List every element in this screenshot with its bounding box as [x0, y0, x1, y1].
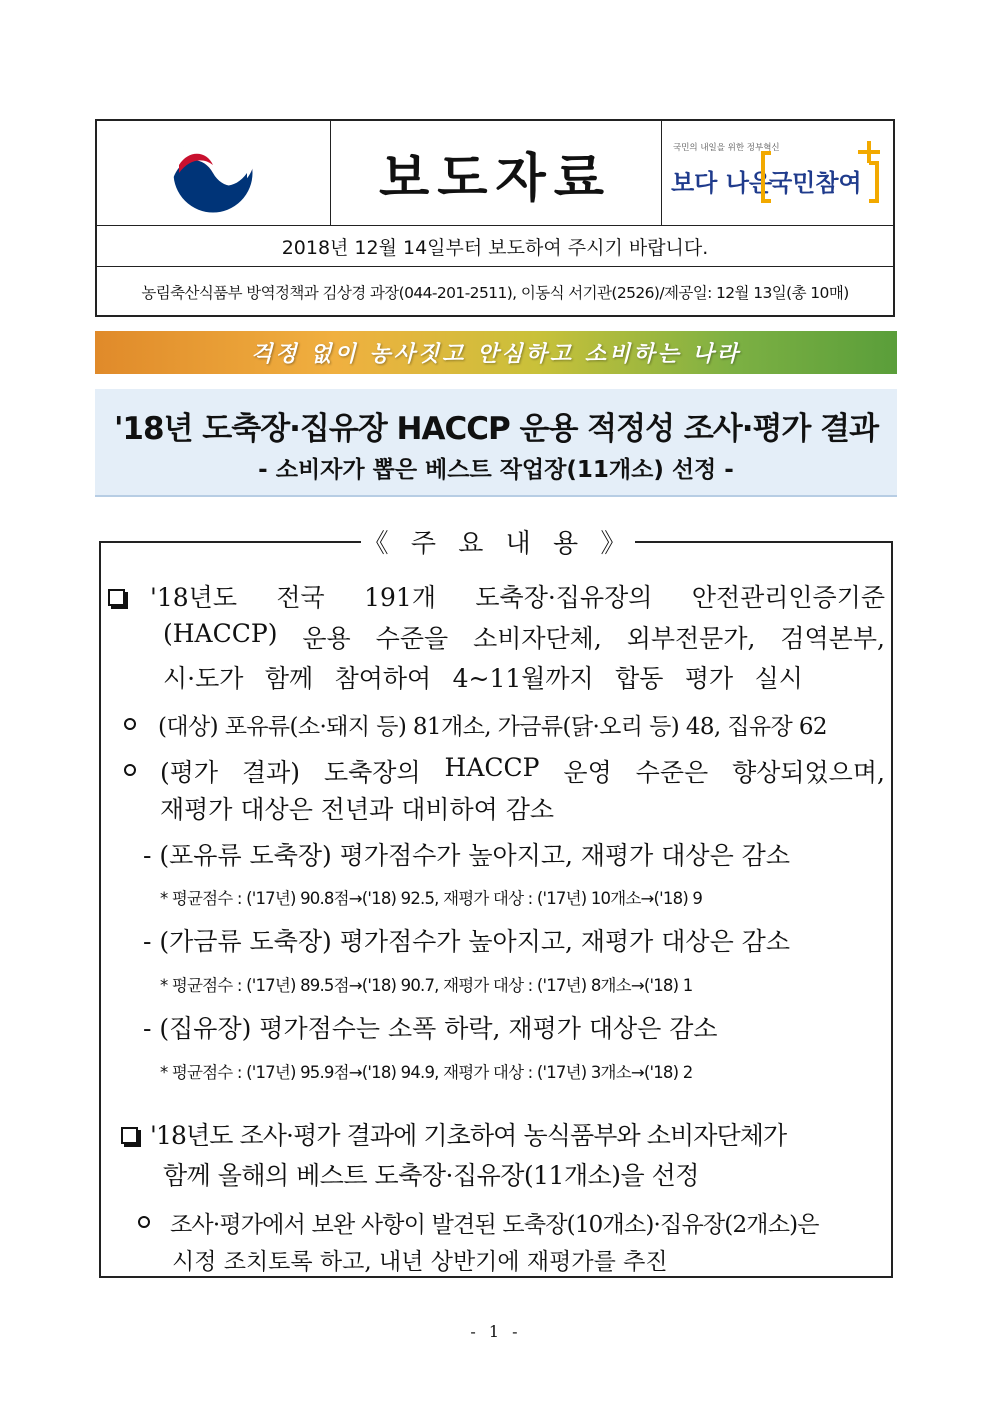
circle-bullet-icon — [138, 1216, 150, 1228]
summary-p1-line3: 시·도가 함께 참여하여 4~11월까지 합동 평가 실시 — [163, 664, 803, 693]
summary-result-line1: (평가 결과) 도축장의 HACCP 운영 수준은 향상되었으며, — [160, 753, 885, 787]
summary-followup-line1: 조사·평가에서 보완 사항이 발견된 도축장(10개소)·집유장(2개소)은 — [170, 1212, 819, 1238]
embargo-row — [97, 226, 893, 267]
summary-p1-line2: (HACCP) 운용 수준을 소비자단체, 외부전문가, 검역본부, — [163, 619, 885, 653]
summary-heading: 《 주 요 내 용 》 — [362, 529, 634, 559]
contact-row — [97, 267, 893, 317]
summary-p1-line1: '18년도 전국 191개 도축장·집유장의 안전관리인증기준 — [150, 583, 885, 612]
summary-followup-line2: 시정 조치토록 하고, 내년 상반기에 재평가를 추진 — [172, 1249, 668, 1275]
headline-box — [95, 389, 897, 497]
title-cell — [330, 121, 662, 225]
headline-subtitle: - 소비자가 뽑은 베스트 작업장(11개소) 선정 - — [258, 457, 734, 483]
poultry-slaughterhouse-line: - (가금류 도축장) 평가점수가 높아지고, 재평가 대상은 감소 — [143, 927, 790, 956]
slogan-text: 걱정 없이 농사짓고 안심하고 소비하는 나라 — [251, 341, 741, 367]
brand-right-text: 국민참여 — [769, 169, 862, 197]
brand-tagline: 국민의 내일을 위한 정부혁신 — [673, 143, 780, 153]
slogan-banner — [95, 331, 897, 374]
taegeuk-emblem-icon — [97, 121, 330, 225]
milk-score-note: * 평균점수 : ('17년) 95.9점→('18) 94.9, 재평가 대상 : ('17년) 3개소→('18) 2 — [160, 1063, 693, 1082]
circle-bullet-icon — [124, 764, 136, 776]
header-top-row — [97, 121, 893, 226]
checkbox-bullet-icon — [108, 589, 125, 606]
circle-bullet-icon — [124, 718, 136, 730]
headline-title: '18년 도축장·집유장 HACCP 운용 적정성 조사·평가 결과 — [113, 411, 879, 447]
summary-p2-line1: '18년도 조사·평가 결과에 기초하여 농식품부와 소비자단체가 — [150, 1121, 787, 1150]
summary-target-line: (대상) 포유류(소·돼지 등) 81개소, 가금류(닭·오리 등) 48, 집유장 62 — [158, 714, 827, 740]
mammal-score-note: * 평균점수 : ('17년) 90.8점→('18) 92.5, 재평가 대상 : ('17년) 10개소→('18) 9 — [160, 889, 703, 908]
summary-result-line2: 재평가 대상은 전년과 대비하여 감소 — [160, 795, 555, 824]
summary-top-rule-left — [99, 541, 361, 543]
page-number: - 1 - — [470, 1322, 522, 1341]
summary-top-rule-right — [635, 541, 893, 543]
poultry-score-note: * 평균점수 : ('17년) 89.5점→('18) 90.7, 재평가 대상 : ('17년) 8개소→('18) 1 — [160, 976, 693, 995]
summary-p2-line2: 함께 올해의 베스트 도축장·집유장(11개소)을 선정 — [163, 1161, 699, 1190]
embargo-text: 2018년 12월 14일부터 보도하여 주시기 바랍니다. — [281, 236, 709, 259]
contact-text: 농림축산식품부 방역정책과 김상경 과장(044-201-2511), 이동식 서기관(2526)/제공일: 12월 13일(총 10매) — [141, 284, 849, 302]
mammal-slaughterhouse-line: - (포유류 도축장) 평가점수가 높아지고, 재평가 대상은 감소 — [143, 841, 790, 870]
press-release-title: 보도자료 — [379, 148, 612, 209]
brand-cell — [661, 121, 893, 225]
government-emblem-cell — [97, 121, 331, 225]
press-header — [95, 119, 895, 317]
checkbox-bullet-icon — [121, 1127, 138, 1144]
brand-left-text: 보다 나은 — [671, 169, 773, 197]
milk-collection-line: - (집유장) 평가점수는 소폭 하락, 재평가 대상은 감소 — [143, 1014, 718, 1043]
